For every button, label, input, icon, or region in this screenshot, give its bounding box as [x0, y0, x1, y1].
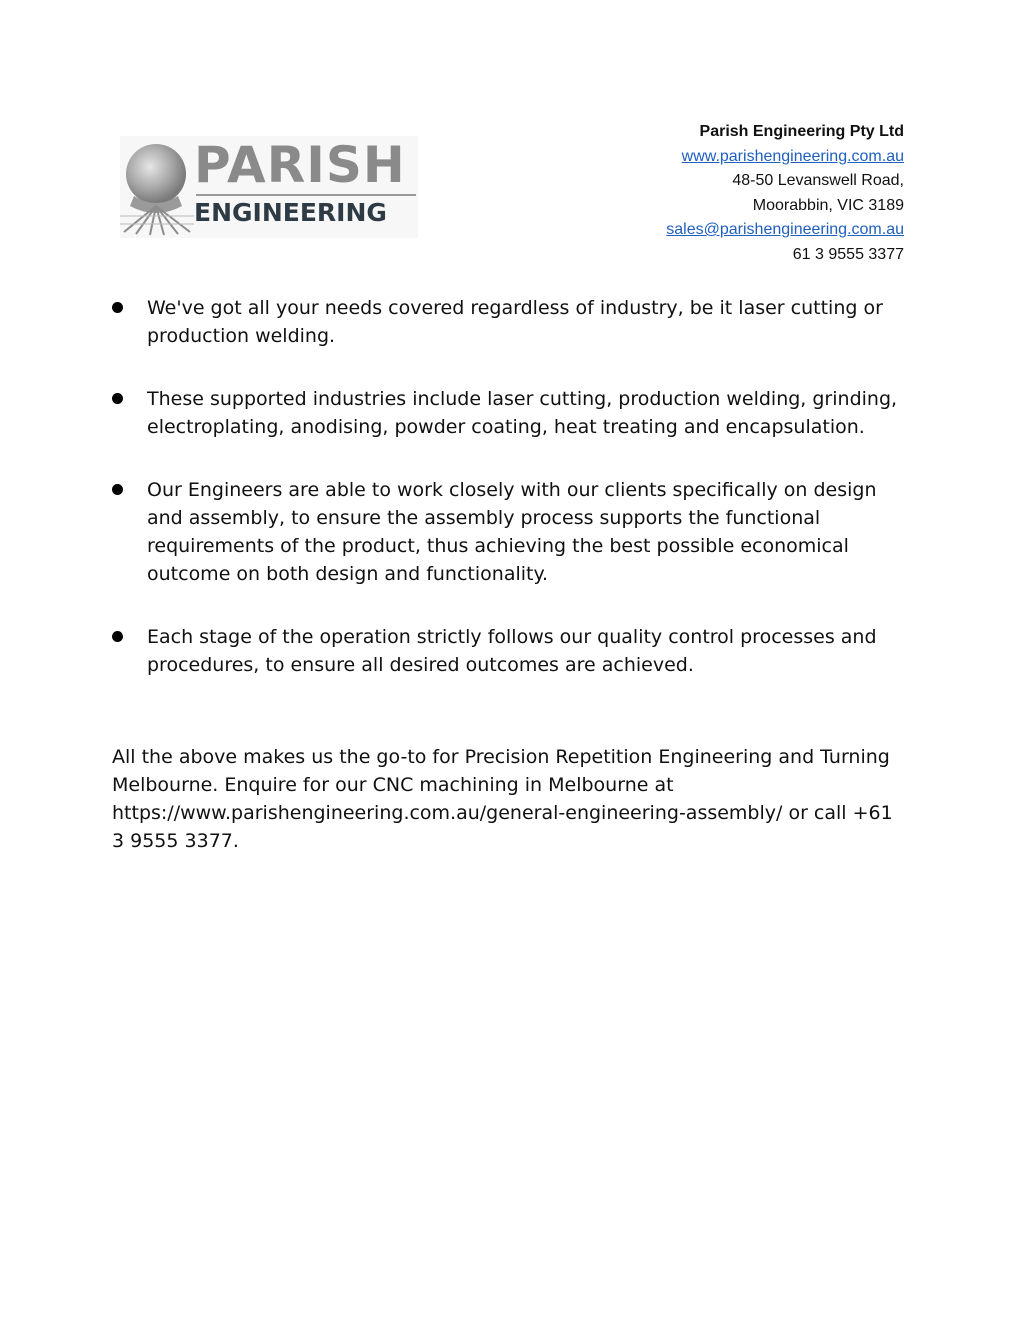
bullet-dot-icon — [112, 631, 123, 642]
bullet-text: We've got all your needs covered regardless of industry, be it laser cutting or production welding. — [147, 297, 883, 347]
bullet-item — [112, 623, 902, 679]
closing-paragraph: All the above makes us the go-to for Precision Repetition Engineering and Turning Melbourne. Enquire for our CNC machining in Melbourne at https://www.parishengineering.com.au/general-engineering-assembly/ or call +61 3 9555 3377. — [112, 746, 893, 852]
bullet-dot-icon — [112, 393, 123, 404]
bullet-dot-icon — [112, 302, 123, 313]
company-logo — [120, 136, 418, 238]
logo-emblem-icon — [120, 136, 194, 238]
address-line-2: Moorabbin, VIC 3189 — [752, 196, 904, 214]
logo-word-parish: PARISH — [194, 136, 406, 194]
bullet-text: Each stage of the operation strictly follows our quality control processes and procedures, to ensure all desired outcomes are achieved. — [147, 626, 877, 676]
bullet-dot-icon — [112, 484, 123, 495]
phone-number: 61 3 9555 3377 — [792, 245, 904, 263]
feature-bullet-list — [112, 294, 902, 714]
website-link[interactable]: www.parishengineering.com.au — [681, 147, 904, 165]
email-link[interactable]: sales@parishengineering.com.au — [666, 221, 904, 238]
bullet-item — [112, 385, 902, 441]
company-name: Parish Engineering Pty Ltd — [699, 123, 904, 140]
bullet-item — [112, 476, 902, 588]
contact-block — [666, 120, 904, 267]
logo-word-engineering: ENGINEERING — [194, 198, 387, 227]
bullet-text: These supported industries include laser cutting, production welding, grinding, electroplating, anodising, powder coating, heat treating and encapsulation. — [147, 388, 898, 438]
bullet-item — [112, 294, 902, 350]
address-line-1: 48-50 Levanswell Road, — [732, 172, 904, 189]
logo-divider — [196, 194, 416, 196]
bullet-text: Our Engineers are able to work closely with our clients specifically on design and assembly, to ensure the assembly process supports the functional requirements of the product, thus achieving the best possible economical outcome on both design and functionality. — [147, 479, 877, 585]
